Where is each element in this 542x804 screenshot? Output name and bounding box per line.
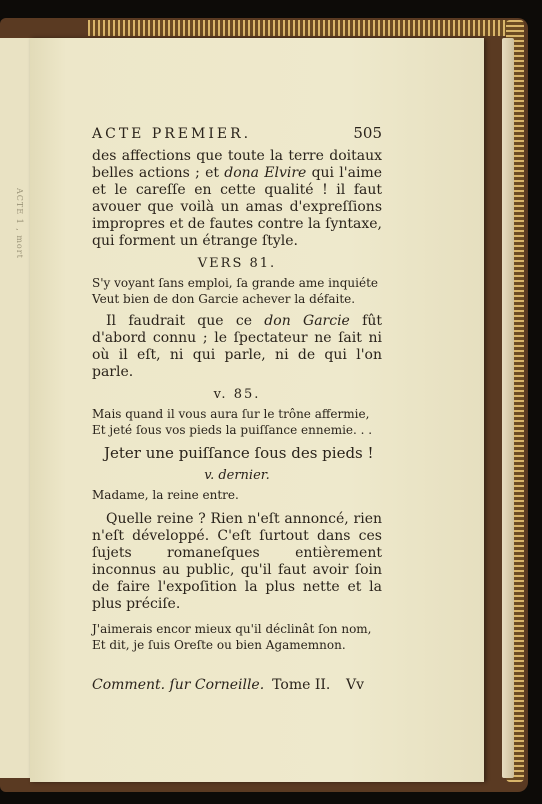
- signature-mark: Comment. ſur Corneille.: [92, 677, 265, 693]
- paragraph-2-text-b: fût d'abord connu ; le ſpectateur ne ſait ni où il eſt, ni qui parle, ni de qui l'on parle.: [92, 313, 382, 380]
- heading-v-dernier: v. dernier.: [204, 468, 270, 483]
- heading-vers-81: VERS 81.: [197, 256, 277, 271]
- running-header: [92, 124, 382, 142]
- gilt-page-edge-top: [88, 20, 508, 36]
- page-text-block: [92, 124, 382, 693]
- paragraph-1-text-b: qui l'aime et le careſſe en cette qualité ! il faut avouer que voilà un amas d'expreſſions impropres et de fautes contre la ſyntaxe, qui forment un étrange ſtyle.: [92, 165, 383, 249]
- verse-line: Et dit, je ſuis Oreſte ou bien Agamemnon.: [92, 638, 346, 652]
- verse-line: S'y voyant ſans emploi, ſa grande ame inquiéte: [92, 276, 379, 290]
- paragraph-2-text-a: Il faudrait que ce: [106, 313, 265, 329]
- verse-line: Madame, la reine entre.: [92, 488, 239, 502]
- gathering-mark: Vv: [345, 677, 364, 693]
- page-block-edge: [502, 38, 514, 778]
- verse-line: Mais quand il vous aura ſur le trône affermie,: [92, 407, 370, 421]
- italic-name-dona-elvire: dona Elvire: [224, 165, 307, 181]
- facing-page-margin: [0, 38, 31, 778]
- page-footer: [92, 677, 382, 693]
- paragraph-3: Quelle reine ? Rien n'eſt annoncé, rien n'eſt développé. C'eſt ſurtout dans ces ſujets romaneſques entièrement inconnus au public, qu'il faut avoir ſoin de faire l'expoſition la plus nette et la plus préciſe.: [92, 511, 382, 612]
- book-page: [30, 38, 484, 782]
- page-number: 505: [353, 124, 382, 142]
- margin-note: ACTE 1 , mort: [15, 188, 24, 259]
- paragraph-1: [92, 148, 382, 250]
- paragraph-2: [92, 313, 382, 381]
- verse-line: Veut bien de don Garcie achever la défaite.: [92, 292, 356, 306]
- paragraph-1-text-a: des affections que toute la terre doitaux belles actions ; et: [92, 148, 382, 181]
- running-title: ACTE PREMIER.: [92, 126, 252, 142]
- italic-name-don-garcie: don Garcie: [264, 313, 350, 329]
- volume-label: Tome II.: [272, 677, 331, 693]
- verse-line: Et jeté ſous vos pieds la puiſſance ennemie. . .: [92, 423, 373, 437]
- heading-v-85: v. 85.: [213, 387, 261, 402]
- verse-line: J'aimerais encor mieux qu'il déclinât ſon nom,: [92, 622, 372, 636]
- emphasized-line: Jeter une puiſſance ſous des pieds !: [104, 444, 374, 462]
